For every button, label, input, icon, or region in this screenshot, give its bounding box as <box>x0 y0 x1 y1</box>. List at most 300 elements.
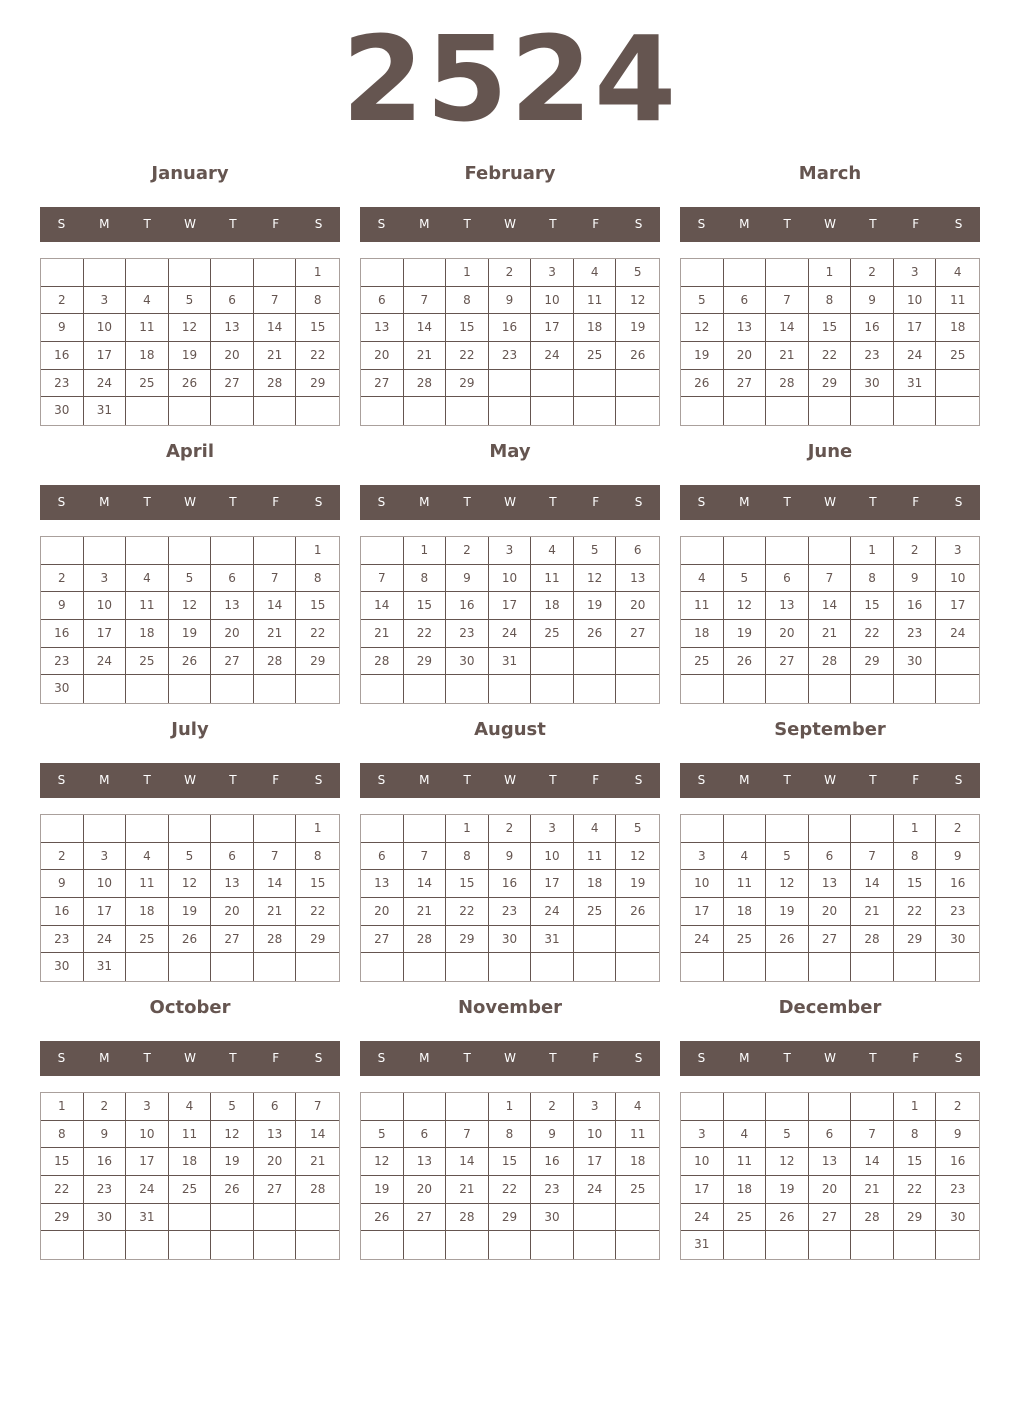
day-cell: 9 <box>84 1121 127 1149</box>
day-cell: 10 <box>531 843 574 871</box>
day-cell <box>681 259 724 287</box>
day-cell: 13 <box>809 1148 852 1176</box>
day-cell <box>724 675 767 703</box>
day-cell: 30 <box>851 370 894 398</box>
day-cell <box>361 815 404 843</box>
day-cell: 8 <box>894 843 937 871</box>
day-cell: 27 <box>809 1204 852 1232</box>
day-cell: 24 <box>489 620 532 648</box>
day-cell: 30 <box>41 953 84 981</box>
day-cell <box>766 1093 809 1121</box>
day-cell: 27 <box>361 370 404 398</box>
day-cell: 21 <box>851 898 894 926</box>
day-cell: 15 <box>41 1148 84 1176</box>
weekday-label: M <box>739 1051 750 1065</box>
day-cell <box>446 1231 489 1259</box>
day-cell: 28 <box>851 1204 894 1232</box>
day-cell <box>446 397 489 425</box>
day-cell: 9 <box>936 1121 979 1149</box>
day-cell: 27 <box>211 648 254 676</box>
weekday-header <box>680 763 980 798</box>
day-cell <box>211 259 254 287</box>
day-cell: 17 <box>84 342 127 370</box>
day-cell <box>616 926 659 954</box>
day-cell: 13 <box>254 1121 297 1149</box>
day-cell <box>936 648 979 676</box>
day-cell: 2 <box>936 1093 979 1121</box>
day-cell: 10 <box>126 1121 169 1149</box>
weekday-header <box>40 207 340 242</box>
day-cell: 16 <box>851 314 894 342</box>
day-cell: 5 <box>681 287 724 315</box>
day-cell: 12 <box>574 565 617 593</box>
day-grid <box>680 1092 980 1260</box>
weekday-label: W <box>184 1051 196 1065</box>
day-cell: 24 <box>681 1204 724 1232</box>
day-cell: 23 <box>894 620 937 648</box>
day-cell: 19 <box>361 1176 404 1204</box>
day-cell: 22 <box>894 1176 937 1204</box>
weekday-label: W <box>504 217 516 231</box>
day-cell: 18 <box>169 1148 212 1176</box>
day-cell: 17 <box>681 1176 724 1204</box>
weekday-label: W <box>824 773 836 787</box>
day-cell: 29 <box>296 648 339 676</box>
day-cell: 4 <box>574 815 617 843</box>
day-cell: 8 <box>41 1121 84 1149</box>
day-cell: 28 <box>296 1176 339 1204</box>
day-cell: 10 <box>84 870 127 898</box>
day-cell: 16 <box>41 342 84 370</box>
day-cell: 4 <box>126 843 169 871</box>
weekday-label: S <box>634 1051 643 1065</box>
day-cell: 12 <box>616 843 659 871</box>
day-cell: 9 <box>851 287 894 315</box>
day-cell: 2 <box>446 537 489 565</box>
day-cell: 8 <box>296 565 339 593</box>
day-cell: 28 <box>404 926 447 954</box>
day-cell: 23 <box>41 926 84 954</box>
day-cell: 6 <box>254 1093 297 1121</box>
day-cell <box>851 675 894 703</box>
day-cell <box>574 953 617 981</box>
day-grid <box>40 814 340 982</box>
day-cell: 1 <box>894 815 937 843</box>
day-cell: 10 <box>936 565 979 593</box>
day-cell <box>489 1231 532 1259</box>
day-cell: 27 <box>211 926 254 954</box>
day-cell: 23 <box>446 620 489 648</box>
weekday-label: T <box>783 495 791 509</box>
day-cell: 10 <box>531 287 574 315</box>
day-cell: 17 <box>531 870 574 898</box>
day-cell: 10 <box>681 870 724 898</box>
day-cell <box>809 1231 852 1259</box>
weekday-label: M <box>99 1051 110 1065</box>
month-title: February <box>464 163 556 184</box>
day-cell: 14 <box>404 870 447 898</box>
day-cell: 20 <box>724 342 767 370</box>
day-cell: 4 <box>126 565 169 593</box>
month-title: January <box>151 163 229 184</box>
day-cell: 21 <box>254 620 297 648</box>
day-cell: 29 <box>809 370 852 398</box>
day-cell: 16 <box>446 592 489 620</box>
day-cell <box>616 648 659 676</box>
day-cell: 29 <box>296 926 339 954</box>
weekday-label: F <box>272 217 280 231</box>
day-cell: 18 <box>724 1176 767 1204</box>
day-cell: 6 <box>809 1121 852 1149</box>
day-cell: 31 <box>84 953 127 981</box>
weekday-label: W <box>184 773 196 787</box>
day-cell <box>41 815 84 843</box>
weekday-label: M <box>739 217 750 231</box>
day-cell: 20 <box>404 1176 447 1204</box>
day-cell: 26 <box>211 1176 254 1204</box>
day-cell <box>254 815 297 843</box>
weekday-label: T <box>869 1051 877 1065</box>
day-cell: 13 <box>211 870 254 898</box>
day-cell: 24 <box>936 620 979 648</box>
day-cell <box>361 397 404 425</box>
day-cell: 19 <box>616 870 659 898</box>
day-cell: 7 <box>851 1121 894 1149</box>
day-cell: 24 <box>531 342 574 370</box>
weekday-label: F <box>592 495 600 509</box>
day-cell: 20 <box>211 342 254 370</box>
day-cell: 29 <box>446 370 489 398</box>
weekday-header <box>680 485 980 520</box>
day-cell: 22 <box>296 898 339 926</box>
day-cell <box>724 815 767 843</box>
day-cell <box>41 537 84 565</box>
day-cell: 2 <box>894 537 937 565</box>
day-cell: 22 <box>404 620 447 648</box>
weekday-label: T <box>783 217 791 231</box>
day-cell: 6 <box>361 843 404 871</box>
weekday-label: S <box>57 217 66 231</box>
weekday-label: S <box>314 773 323 787</box>
day-cell: 23 <box>489 342 532 370</box>
day-cell <box>169 397 212 425</box>
day-cell: 14 <box>809 592 852 620</box>
month-title: August <box>474 719 546 740</box>
weekday-label: S <box>697 495 706 509</box>
day-cell: 25 <box>169 1176 212 1204</box>
weekday-label: T <box>549 773 557 787</box>
day-cell: 4 <box>936 259 979 287</box>
weekday-label: S <box>377 495 386 509</box>
weekday-label: S <box>57 1051 66 1065</box>
day-cell: 21 <box>851 1176 894 1204</box>
day-cell: 15 <box>296 870 339 898</box>
day-cell: 26 <box>574 620 617 648</box>
day-cell <box>361 537 404 565</box>
day-cell: 11 <box>724 870 767 898</box>
day-cell: 5 <box>724 565 767 593</box>
day-cell: 28 <box>851 926 894 954</box>
day-cell: 21 <box>809 620 852 648</box>
weekday-label: S <box>314 495 323 509</box>
day-cell: 20 <box>809 898 852 926</box>
day-cell: 22 <box>296 342 339 370</box>
weekday-header <box>360 485 660 520</box>
day-grid <box>40 258 340 426</box>
day-cell: 4 <box>169 1093 212 1121</box>
day-cell <box>296 953 339 981</box>
day-cell: 13 <box>361 314 404 342</box>
day-cell: 24 <box>681 926 724 954</box>
day-cell <box>126 953 169 981</box>
day-cell: 29 <box>894 1204 937 1232</box>
day-cell: 3 <box>681 843 724 871</box>
day-cell: 21 <box>254 342 297 370</box>
day-cell: 19 <box>766 1176 809 1204</box>
day-cell: 18 <box>126 342 169 370</box>
day-cell <box>254 1231 297 1259</box>
day-cell: 23 <box>41 370 84 398</box>
day-cell: 1 <box>446 815 489 843</box>
day-cell <box>616 397 659 425</box>
day-cell <box>211 953 254 981</box>
day-cell: 12 <box>169 870 212 898</box>
weekday-label: M <box>99 773 110 787</box>
day-grid <box>360 536 660 704</box>
day-cell <box>296 397 339 425</box>
weekday-label: T <box>463 773 471 787</box>
day-cell <box>169 259 212 287</box>
day-cell: 1 <box>296 537 339 565</box>
day-cell <box>574 1231 617 1259</box>
day-cell <box>126 397 169 425</box>
weekday-label: S <box>697 217 706 231</box>
day-cell <box>169 1204 212 1232</box>
day-cell <box>894 1231 937 1259</box>
weekday-header <box>40 763 340 798</box>
day-cell <box>851 1231 894 1259</box>
day-cell <box>254 259 297 287</box>
day-cell: 18 <box>126 898 169 926</box>
day-cell: 1 <box>296 259 339 287</box>
day-cell <box>531 397 574 425</box>
day-cell: 3 <box>84 565 127 593</box>
day-cell <box>254 397 297 425</box>
day-cell: 8 <box>851 565 894 593</box>
weekday-label: T <box>143 773 151 787</box>
day-cell <box>211 537 254 565</box>
day-cell: 26 <box>724 648 767 676</box>
day-cell <box>169 953 212 981</box>
day-cell: 12 <box>681 314 724 342</box>
day-cell <box>766 675 809 703</box>
day-cell: 16 <box>489 870 532 898</box>
day-cell: 30 <box>894 648 937 676</box>
day-cell: 17 <box>574 1148 617 1176</box>
day-cell: 7 <box>851 843 894 871</box>
day-cell: 1 <box>809 259 852 287</box>
day-cell <box>724 537 767 565</box>
day-cell: 19 <box>211 1148 254 1176</box>
day-cell: 23 <box>41 648 84 676</box>
day-cell: 23 <box>936 1176 979 1204</box>
day-grid <box>360 258 660 426</box>
day-grid <box>680 258 980 426</box>
day-cell: 12 <box>169 592 212 620</box>
day-cell <box>254 1204 297 1232</box>
day-cell: 12 <box>361 1148 404 1176</box>
day-cell <box>254 675 297 703</box>
day-cell <box>404 675 447 703</box>
day-cell: 28 <box>404 370 447 398</box>
day-cell: 19 <box>681 342 724 370</box>
day-cell: 24 <box>126 1176 169 1204</box>
weekday-label: T <box>229 217 237 231</box>
day-cell: 16 <box>84 1148 127 1176</box>
day-cell <box>211 1231 254 1259</box>
day-cell: 24 <box>894 342 937 370</box>
day-cell: 10 <box>489 565 532 593</box>
weekday-label: M <box>99 495 110 509</box>
day-cell <box>361 1093 404 1121</box>
day-cell: 30 <box>936 926 979 954</box>
day-cell: 12 <box>211 1121 254 1149</box>
day-cell: 9 <box>894 565 937 593</box>
day-cell: 9 <box>446 565 489 593</box>
day-cell <box>574 370 617 398</box>
day-cell: 14 <box>404 314 447 342</box>
day-cell: 2 <box>531 1093 574 1121</box>
day-cell: 11 <box>126 592 169 620</box>
day-cell: 11 <box>681 592 724 620</box>
day-cell: 30 <box>41 675 84 703</box>
day-cell: 3 <box>126 1093 169 1121</box>
day-cell: 18 <box>574 870 617 898</box>
day-cell: 22 <box>809 342 852 370</box>
day-cell: 21 <box>296 1148 339 1176</box>
weekday-label: S <box>954 217 963 231</box>
day-cell <box>489 397 532 425</box>
day-cell <box>936 370 979 398</box>
day-grid <box>40 1092 340 1260</box>
day-cell: 28 <box>361 648 404 676</box>
weekday-label: M <box>419 773 430 787</box>
day-cell: 18 <box>616 1148 659 1176</box>
day-cell: 26 <box>361 1204 404 1232</box>
day-cell: 23 <box>851 342 894 370</box>
day-cell: 5 <box>169 843 212 871</box>
day-cell: 17 <box>681 898 724 926</box>
day-cell <box>169 675 212 703</box>
day-cell <box>851 815 894 843</box>
day-cell: 2 <box>489 815 532 843</box>
day-cell: 4 <box>616 1093 659 1121</box>
day-cell: 20 <box>616 592 659 620</box>
weekday-label: F <box>272 1051 280 1065</box>
day-cell: 8 <box>296 843 339 871</box>
day-cell <box>211 675 254 703</box>
day-cell: 31 <box>489 648 532 676</box>
day-cell: 11 <box>574 287 617 315</box>
month-title: June <box>807 441 853 462</box>
month-title: May <box>489 441 531 462</box>
day-cell: 1 <box>894 1093 937 1121</box>
day-cell: 13 <box>211 592 254 620</box>
weekday-label: S <box>57 495 66 509</box>
day-cell: 14 <box>766 314 809 342</box>
day-cell: 9 <box>41 314 84 342</box>
day-cell: 3 <box>531 259 574 287</box>
day-cell: 2 <box>41 843 84 871</box>
day-cell: 29 <box>851 648 894 676</box>
day-cell: 15 <box>894 870 937 898</box>
weekday-label: W <box>184 217 196 231</box>
day-cell <box>681 815 724 843</box>
day-cell <box>296 675 339 703</box>
day-cell <box>361 1231 404 1259</box>
day-cell <box>211 815 254 843</box>
month-title: December <box>778 997 882 1018</box>
day-cell: 11 <box>724 1148 767 1176</box>
day-cell: 19 <box>169 620 212 648</box>
day-cell <box>489 370 532 398</box>
day-cell: 2 <box>84 1093 127 1121</box>
day-cell: 28 <box>809 648 852 676</box>
day-cell: 16 <box>41 898 84 926</box>
day-cell: 21 <box>361 620 404 648</box>
day-cell: 20 <box>809 1176 852 1204</box>
day-cell: 13 <box>724 314 767 342</box>
day-cell: 21 <box>404 898 447 926</box>
day-cell <box>851 397 894 425</box>
day-cell: 28 <box>254 926 297 954</box>
day-cell: 16 <box>936 870 979 898</box>
day-cell <box>361 675 404 703</box>
day-cell <box>84 815 127 843</box>
month-title: March <box>798 163 862 184</box>
day-cell <box>531 648 574 676</box>
weekday-label: W <box>824 217 836 231</box>
day-cell: 3 <box>531 815 574 843</box>
weekday-label: S <box>377 1051 386 1065</box>
day-cell: 21 <box>404 342 447 370</box>
day-cell: 23 <box>531 1176 574 1204</box>
day-cell: 1 <box>489 1093 532 1121</box>
day-cell <box>404 259 447 287</box>
day-cell: 25 <box>531 620 574 648</box>
weekday-label: T <box>549 1051 557 1065</box>
day-cell: 25 <box>126 648 169 676</box>
day-cell: 4 <box>126 287 169 315</box>
day-cell: 9 <box>41 592 84 620</box>
day-cell <box>616 675 659 703</box>
day-cell <box>211 1204 254 1232</box>
day-cell: 30 <box>936 1204 979 1232</box>
day-cell <box>574 675 617 703</box>
day-cell: 19 <box>616 314 659 342</box>
day-grid <box>680 536 980 704</box>
day-cell: 30 <box>489 926 532 954</box>
day-cell: 6 <box>766 565 809 593</box>
day-cell: 11 <box>126 314 169 342</box>
day-cell: 25 <box>724 1204 767 1232</box>
day-cell: 29 <box>894 926 937 954</box>
day-cell: 12 <box>169 314 212 342</box>
day-cell: 27 <box>616 620 659 648</box>
day-cell <box>766 1231 809 1259</box>
day-cell <box>84 259 127 287</box>
day-cell: 20 <box>211 898 254 926</box>
